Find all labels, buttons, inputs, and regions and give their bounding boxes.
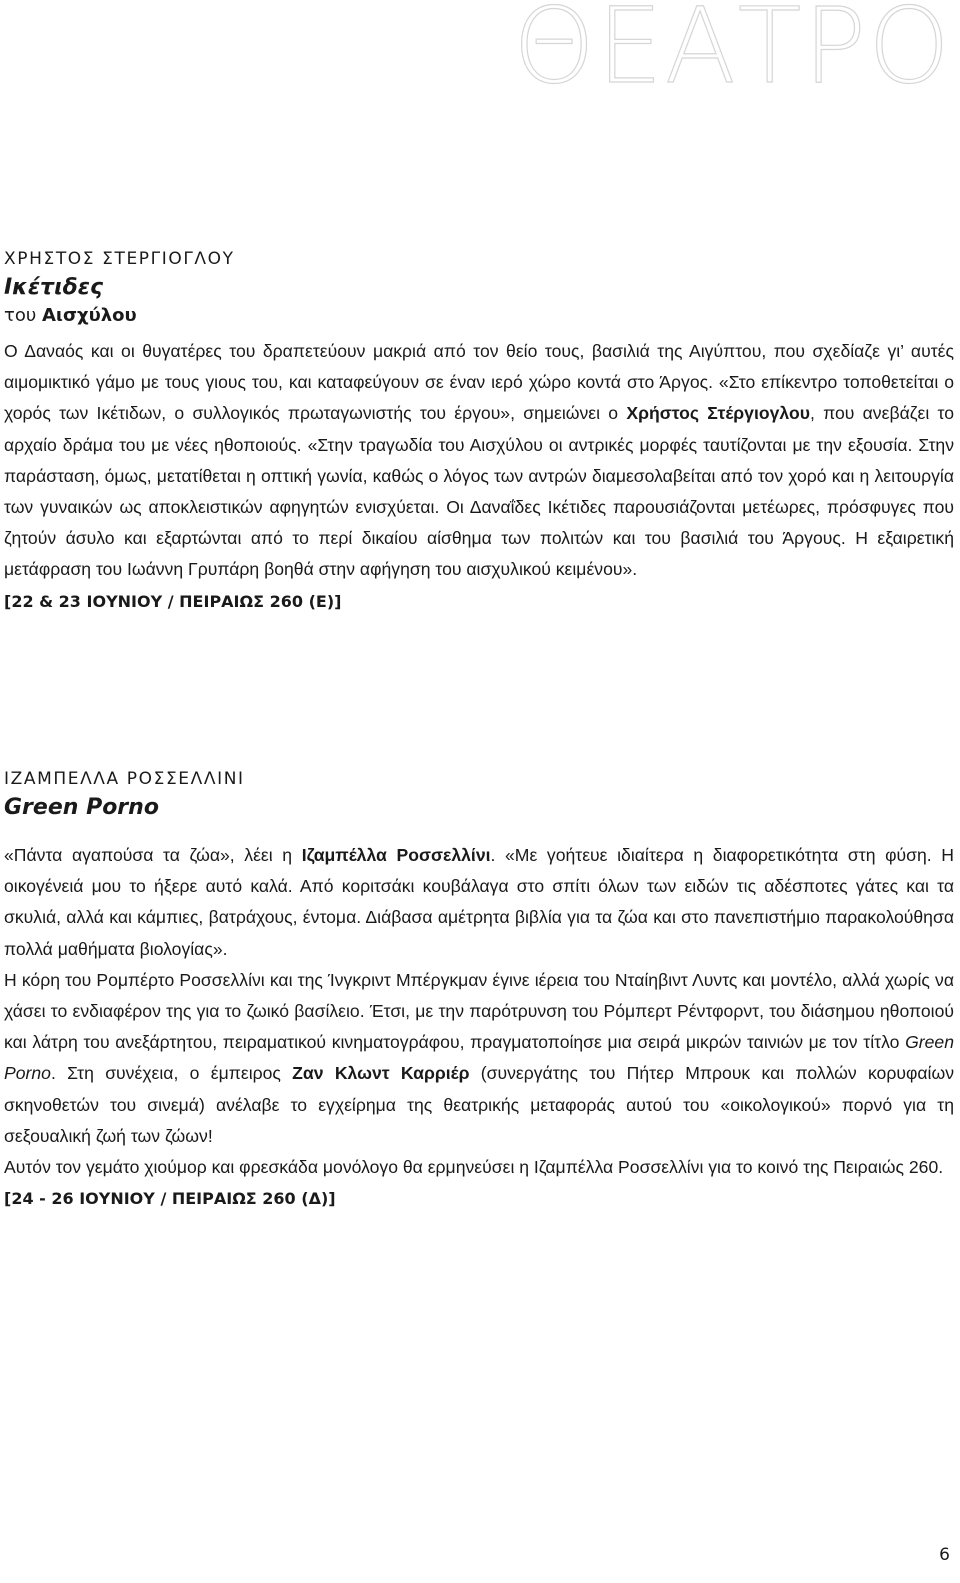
entry-title: Green Porno [4, 795, 159, 820]
entry-author: ΙΖΑΜΠΕΛΛΑ ΡΟΣΣΕΛΛΙΝΙ [4, 769, 245, 789]
entry-dates: [24 - 26 ΙΟΥΝΙΟΥ / ΠΕΙΡΑΙΩΣ 260 (Δ)] [4, 1189, 336, 1209]
entry-dates: [22 & 23 ΙΟΥΝΙΟΥ / ΠΕΙΡΑΙΩΣ 260 (Ε)] [4, 591, 342, 611]
entry-byline [4, 304, 954, 328]
text-segment: . «Με γοήτευε ιδιαίτερα η διαφορετικότητα στη φύση. Η οικογένειά μου το ήξερε αυτό καλά. Από κοριτσάκι κουβάλαγα στο σπίτι όλων των ειδών τις αδέσποτες γάτες και τα σκυλιά, αλλά και κάμπιες, βατράχους, έντομα. Διάβασα αμέτρητα βιβλία για τα ζώα και στο πανεπιστήμιο παρακολούθησα πολλά μαθήματα βιολογίας». [4, 845, 954, 959]
person-name: Ζαν Κλωντ Καρριέρ [292, 1063, 470, 1084]
text-segment: . Στη συνέχεια, ο έμπειρος [50, 1063, 293, 1084]
byline-name: Αισχύλου [42, 305, 137, 326]
text-segment: Η κόρη του Ρομπέρτο Ροσσελλίνι και της Ίνγκριντ Μπέργκμαν έγινε ιέρεια του Νταίηβιντ Λυντς και μοντέλο, αλλά χωρίς να χάσει το ενδιαφέρον της για το ζωικό βασίλειο. Έτσι, με την παρότρυνση του Ρόμπερτ Ρέντφορντ, του διάσημου ηθοποιού και λάτρη του ανεξάρτητου, πειραματικού κινηματογράφου, πραγματοποίησε μια σειρά μικρών ταινιών με τον τίτλο [4, 969, 954, 1053]
text-segment: Ο Δαναός και οι θυγατέρες του δραπετεύουν μακριά από τον θείο τους, βασιλιά της Αιγύπτου, που σχεδίαζε γι’ αυτές αιμομικτικό γάμο με τους γιους του, και καταφεύγουν σε έναν ιερό χώρο κοντά στο Άργος. «Στο επίκεντρο τοποθετείται ο χορός των Ικέτιδων, ο συλλογικός πρωταγωνιστής του έργου», σημειώνει ο [4, 341, 954, 424]
entry-paragraph-3: Αυτόν τον γεμάτο χιούμορ και φρεσκάδα μονόλογο θα ερμηνεύσει η Ιζαμπέλλα Ροσσελλίνι για το κοινό της Πειραιώς 260. [4, 1157, 944, 1178]
entry-iketides [4, 246, 954, 616]
entry-author: ΧΡΗΣΤΟΣ ΣΤΕΡΓΙΟΓΛΟΥ [4, 249, 235, 269]
person-name: Ιζαμπέλλα Ροσσελλίνι [301, 845, 491, 865]
text-segment: «Πάντα αγαπούσα τα ζώα», λέει η [4, 845, 302, 865]
work-title: Green Porno [4, 1032, 954, 1084]
section-heading: ΘΕΑΤΡΟ [513, 0, 952, 107]
entry-description [4, 336, 954, 586]
entry-title: Ικέτιδες [4, 275, 104, 300]
text-segment: , που ανεβάζει το αρχαίο δράμα του με νέες ηθοποιούς. «Στην τραγωδία του Αισχύλου οι αντρικές μορφές ταυτίζονται με την εξουσία. Στην παράσταση, όμως, μετατίθεται η οπτική γωνία, καθώς ο λόγος των αντρών διαμεσολαβείται από τον χορό και η λειτουργία των γυναικών ως αποκλειστικών αφηγητών ενισχύεται. Οι Δαναΐδες Ικέτιδες παρουσιάζονται μετέωρες, πρόσφυγες που ζητούν άσυλο και εξαρτώνται από το περί δικαίου αίσθημα των πολιτών και του βασιλιά του Άργους. Η εξαιρετική μετάφραση του Ιωάννη Γρυπάρη βοηθά στην αφήγηση του αισχυλικού κειμένου». [4, 403, 954, 580]
page-number: 6 [939, 1545, 950, 1565]
person-name: Χρήστος Στέργιογλου [626, 403, 810, 424]
entry-paragraph-1 [4, 840, 954, 965]
entry-green-porno [4, 766, 954, 1213]
entry-paragraph-2 [4, 965, 954, 1152]
byline-prefix: του [4, 305, 37, 326]
text-segment: (συνεργάτης του Πήτερ Μπρουκ και πολλών κορυφαίων σκηνοθετών του σινεμά) ανέλαβε το εγχείρημα της θεατρικής μεταφοράς αυτού του «οικολογικού» πορνό για τη σεξουαλική ζωή των ζώων! [4, 1063, 954, 1146]
